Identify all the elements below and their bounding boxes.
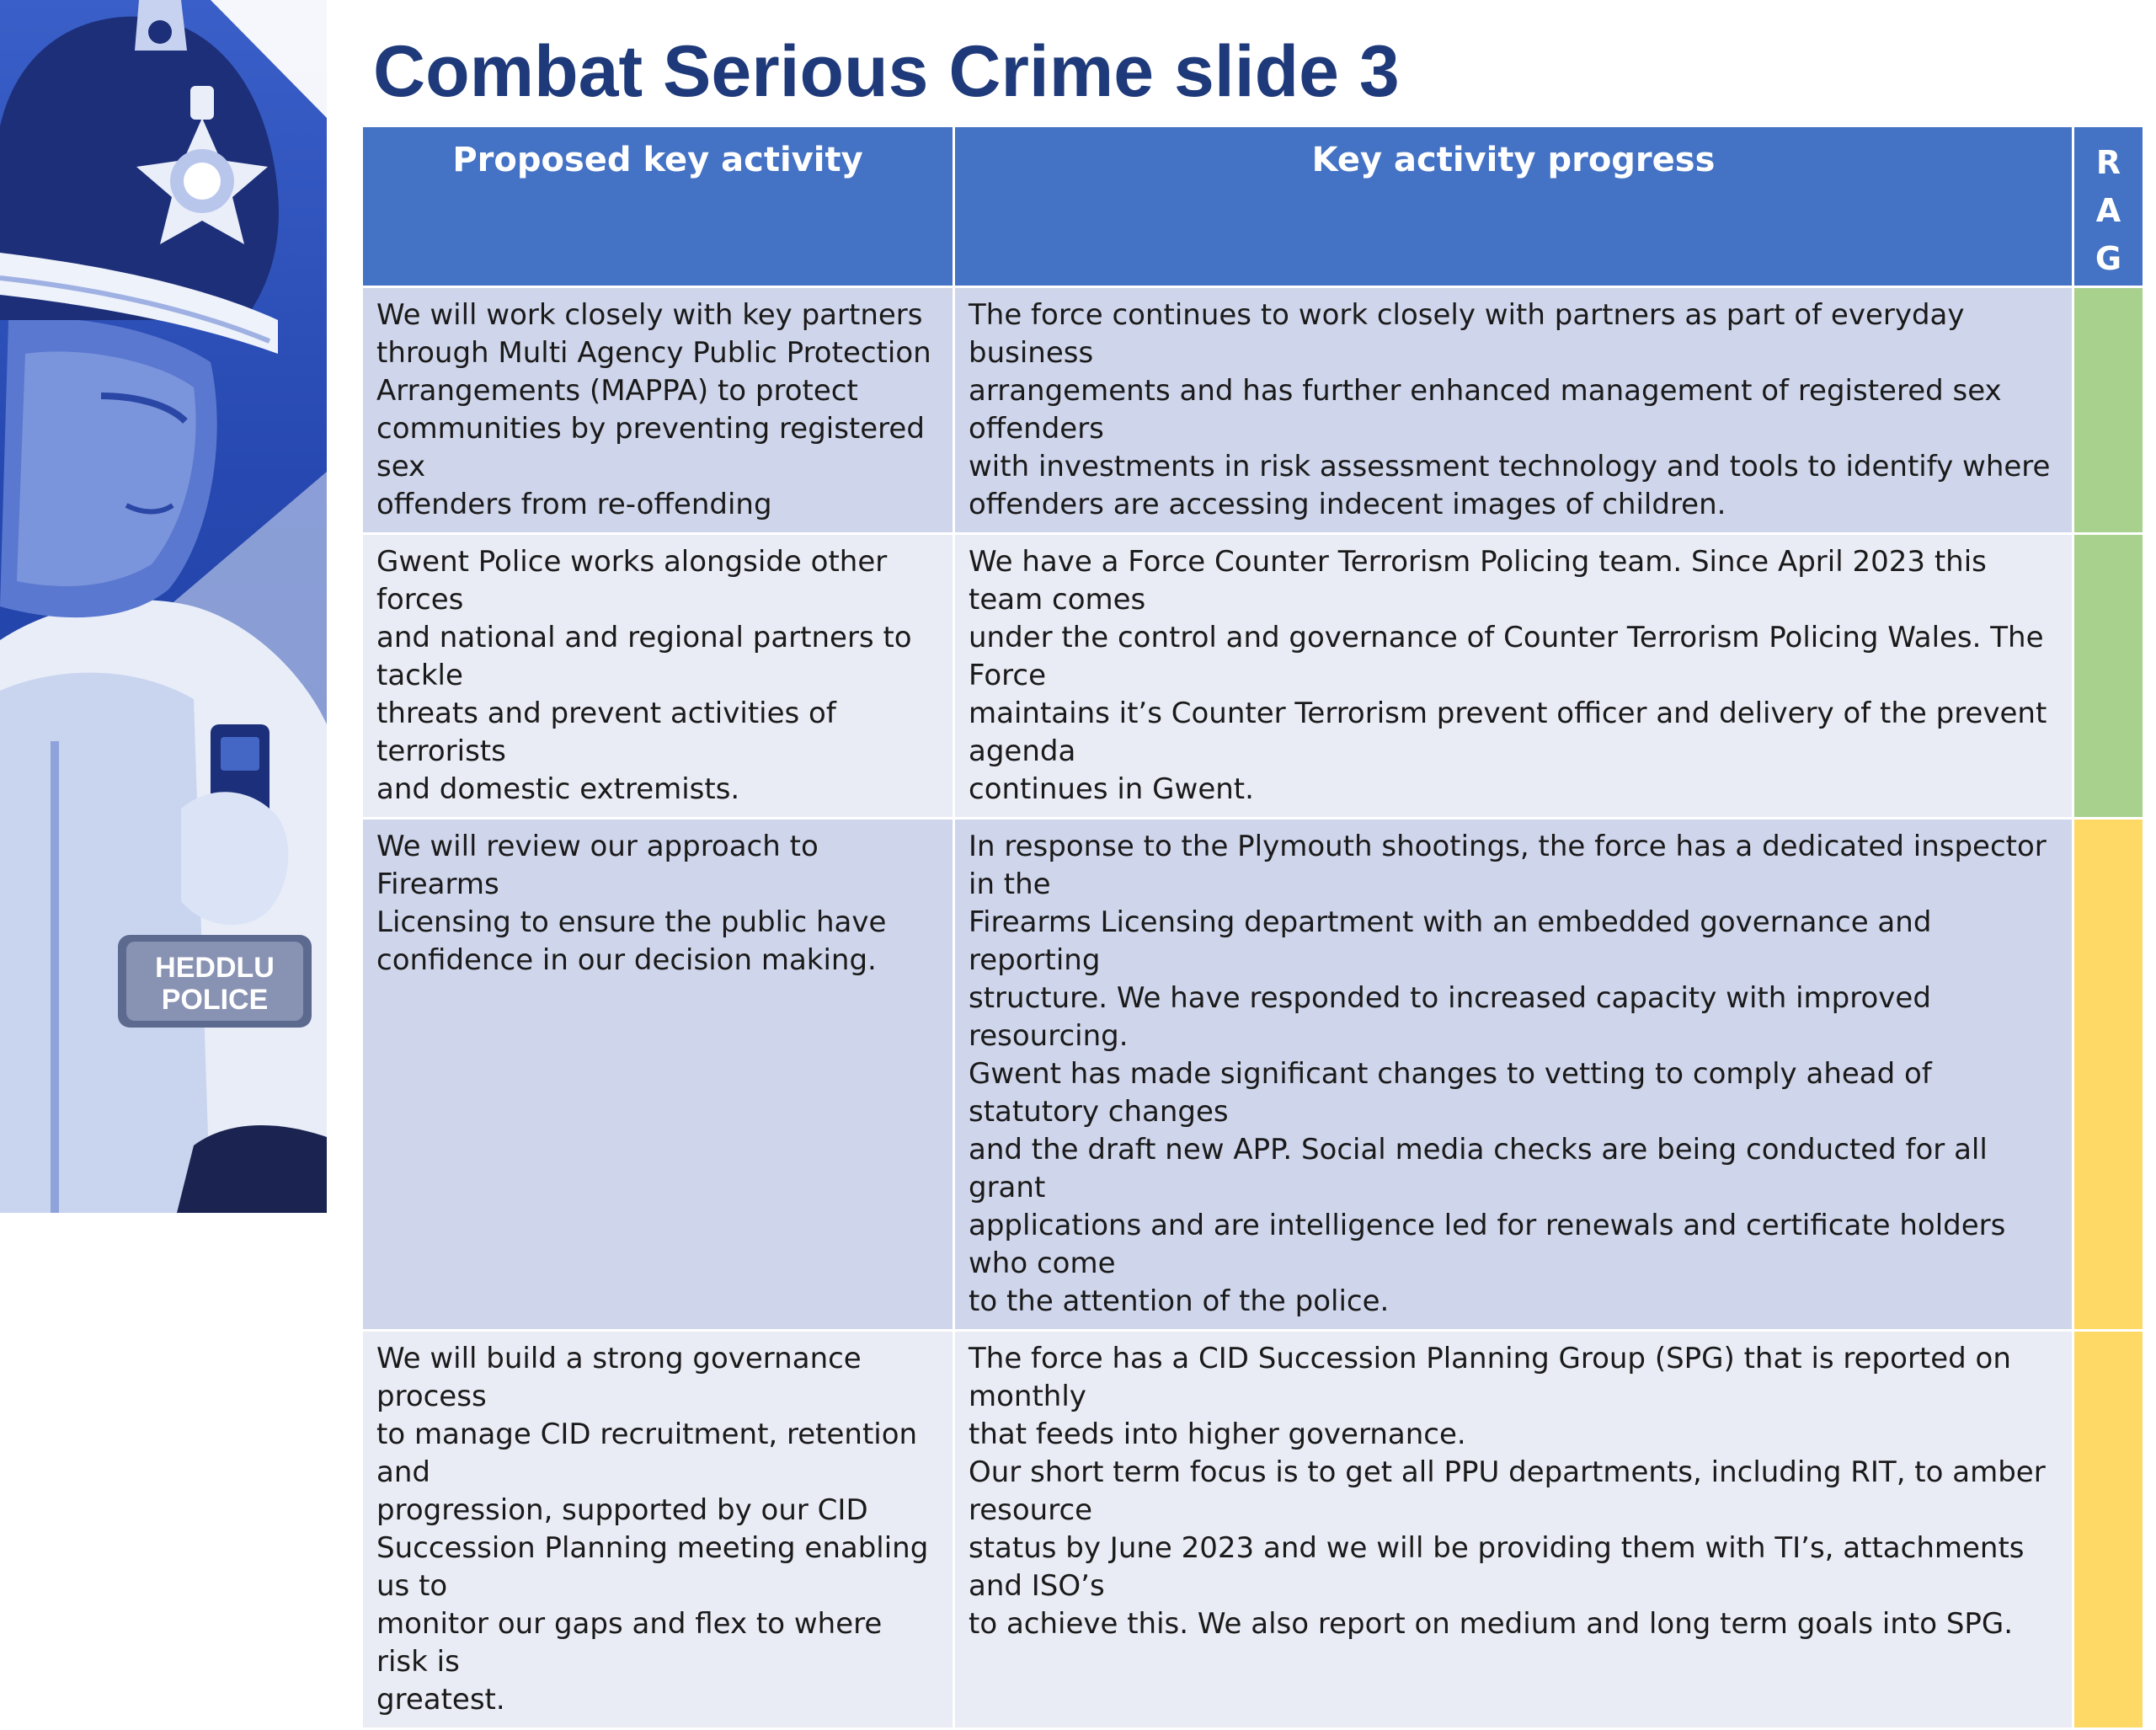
rag-status-amber xyxy=(2074,820,2143,1329)
table-header-row xyxy=(363,127,2143,286)
header-rag xyxy=(2074,127,2143,286)
activity-cell: Gwent Police works alongside other forces and national and regional partners to tackle threats and prevent activities of terrorists and domestic extremists. xyxy=(363,535,953,817)
header-proposed-key-activity: Proposed key activity xyxy=(363,127,953,286)
activity-cell: We will review our approach to Firearms Licensing to ensure the public have confidence in our decision making. xyxy=(363,820,953,1329)
progress-cell: In response to the Plymouth shootings, the force has a dedicated inspector in the Firearms Licensing department with an embedded governance and reporting structure. We have responded to increased capacity with improved resourcing. Gwent has made significant changes to vetting to comply ahead of statutory changes and the draft new APP. Social media checks are being conducted for all grant applications and are intelligence led for renewals and certificate holders who come to the attention of the police. xyxy=(955,820,2072,1329)
rag-letter-a: A xyxy=(2095,192,2121,229)
badge-text-line1: HEDDLU xyxy=(155,952,275,984)
activity-cell: We will work closely with key partners through Multi Agency Public Protection Arrangements (MAPPA) to protect communities by preventing registered sex offenders from re-offending xyxy=(363,288,953,532)
slide-title: Combat Serious Crime slide 3 xyxy=(373,31,1400,112)
activity-table xyxy=(360,125,2145,1730)
activity-cell: We will build a strong governance process to manage CID recruitment, retention and progression, supported by our CID Succession Planning meeting enabling us to monitor our gaps and flex to where risk is greatest. xyxy=(363,1332,953,1727)
rag-letter-r: R xyxy=(2095,144,2121,181)
activity-table-container xyxy=(360,125,2143,1730)
header-key-activity-progress: Key activity progress xyxy=(955,127,2072,286)
police-officer-illustration xyxy=(0,0,327,1213)
table-row xyxy=(363,288,2143,532)
rag-letter-g: G xyxy=(2095,240,2122,277)
table-row xyxy=(363,1332,2143,1727)
rag-status-green xyxy=(2074,288,2143,532)
progress-cell: The force continues to work closely with partners as part of everyday business arrangements and has further enhanced management of registered sex offenders with investments in risk assessment technology and tools to identify where offenders are accessing indecent images of children. xyxy=(955,288,2072,532)
rag-status-amber xyxy=(2074,1332,2143,1727)
rag-status-green xyxy=(2074,535,2143,817)
badge-text-line2: POLICE xyxy=(161,984,269,1016)
progress-cell: We have a Force Counter Terrorism Policing team. Since April 2023 this team comes under the control and governance of Counter Terrorism Policing Wales. The Force maintains it’s Counter Terrorism prevent officer and delivery of the prevent agenda continues in Gwent. xyxy=(955,535,2072,817)
progress-cell: The force has a CID Succession Planning Group (SPG) that is reported on monthly that feeds into higher governance. Our short term focus is to get all PPU departments, including RIT, to amber resource status by June 2023 and we will be providing them with TI’s, attachments and ISO’s to achieve this. We also report on medium and long term goals into SPG. xyxy=(955,1332,2072,1727)
table-row xyxy=(363,535,2143,817)
police-officer-photo xyxy=(0,0,327,1213)
table-row xyxy=(363,820,2143,1329)
